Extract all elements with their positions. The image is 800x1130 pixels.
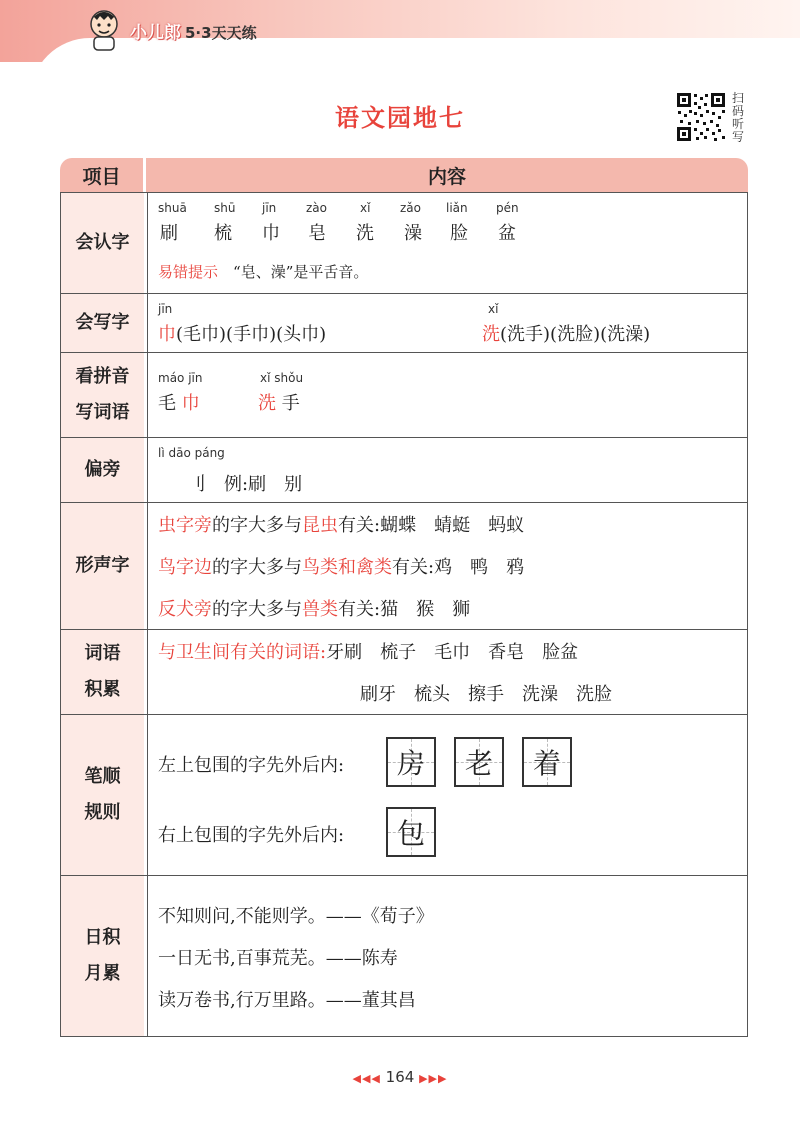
vocab-line: 刷牙 梳头 擦手 洗澡 洗脸 <box>360 684 612 705</box>
row-content <box>147 353 748 437</box>
page-title: 语文园地七 <box>335 104 465 132</box>
row-content <box>147 876 748 1036</box>
pinyin: shū <box>214 201 236 215</box>
char-box: 房 <box>386 737 436 787</box>
pinyin: pén <box>496 201 519 215</box>
character: 洗 <box>356 223 374 244</box>
character: 脸 <box>450 223 468 244</box>
stroke-rule: 左上包围的字先外后内: <box>158 755 345 776</box>
character: 澡 <box>404 223 422 244</box>
table-row <box>61 876 748 1037</box>
mascot-icon <box>84 8 124 52</box>
table-row <box>61 630 748 715</box>
char-box: 着 <box>522 737 572 787</box>
pinyin: máo jīn <box>158 371 203 385</box>
row-label: 看拼音 写词语 <box>61 353 144 437</box>
table-row <box>61 503 748 630</box>
row-label: 笔顺 规则 <box>61 715 144 875</box>
table-header <box>60 158 748 192</box>
qr-code-icon[interactable] <box>676 92 726 142</box>
table-row <box>61 353 748 438</box>
char-box: 包 <box>386 807 436 857</box>
character: 盆 <box>498 223 516 244</box>
pinyin: xǐ <box>488 302 499 316</box>
table-row <box>61 438 748 503</box>
pinyin: shuā <box>158 201 187 215</box>
phono-line: 虫字旁的字大多与昆虫有关:蝴蝶 蜻蜓 蚂蚁 <box>158 515 525 536</box>
proverb: 一日无书,百事荒芜。——陈寿 <box>158 948 398 969</box>
row-content <box>147 438 748 502</box>
radical-example: 刂 例:刷 别 <box>188 474 303 495</box>
proverb: 读万卷书,行万里路。——董其昌 <box>158 990 416 1011</box>
row-label: 会认字 <box>61 193 144 293</box>
character: 梳 <box>214 223 232 244</box>
brand-logo: 小儿郎 5·3天天练 <box>130 23 257 43</box>
pinyin: zào <box>306 201 327 215</box>
phono-line: 鸟字边的字大多与鸟类和禽类有关:鸡 鸭 鸦 <box>158 557 525 578</box>
pinyin: xǐ <box>360 201 371 215</box>
character: 巾 <box>262 223 280 244</box>
table-row <box>61 715 748 876</box>
row-label: 词语 积累 <box>61 630 144 714</box>
right-arrows-icon: ▶▶▶ <box>419 1072 448 1085</box>
summary-table <box>60 158 748 1037</box>
table-body <box>60 192 748 1037</box>
left-arrows-icon: ◀◀◀ <box>352 1072 381 1085</box>
page-footer <box>0 1068 800 1086</box>
phono-line: 反犬旁的字大多与兽类有关:猫 猴 狮 <box>158 599 471 620</box>
error-tip: 易错提示 “皂、澡”是平舌音。 <box>158 263 369 281</box>
write-group-1: 巾(毛巾)(手巾)(头巾) <box>158 324 327 345</box>
character: 皂 <box>308 223 326 244</box>
row-content <box>147 193 748 293</box>
page-number: 164 <box>385 1068 415 1086</box>
pinyin: lì dāo páng <box>158 446 225 460</box>
word-1: 毛 巾 <box>158 393 200 414</box>
pinyin: xǐ shǒu <box>260 371 304 385</box>
vocab-line: 与卫生间有关的词语:牙刷 梳子 毛巾 香皂 脸盆 <box>158 642 579 663</box>
row-label: 会写字 <box>61 294 144 352</box>
row-content <box>147 503 748 629</box>
row-label: 日积 月累 <box>61 876 144 1036</box>
row-content <box>147 630 748 714</box>
row-label: 形声字 <box>61 503 144 629</box>
stroke-rule: 右上包围的字先外后内: <box>158 825 345 846</box>
pinyin: zǎo <box>400 201 421 215</box>
character: 刷 <box>160 223 178 244</box>
row-content <box>147 294 748 352</box>
row-content <box>147 715 748 875</box>
char-box: 老 <box>454 737 504 787</box>
scan-label: 扫码听写 <box>732 91 745 144</box>
column-header-item: 项目 <box>60 158 143 192</box>
table-row <box>61 193 748 294</box>
word-2: 洗 手 <box>258 393 300 414</box>
pinyin: jīn <box>262 201 277 215</box>
pinyin: liǎn <box>446 201 468 215</box>
write-group-2: 洗(洗手)(洗脸)(洗澡) <box>482 324 651 345</box>
table-row <box>61 294 748 353</box>
pinyin: jīn <box>158 302 173 316</box>
proverb: 不知则问,不能则学。——《荀子》 <box>158 906 434 927</box>
row-label: 偏旁 <box>61 438 144 502</box>
column-header-content: 内容 <box>146 158 748 192</box>
